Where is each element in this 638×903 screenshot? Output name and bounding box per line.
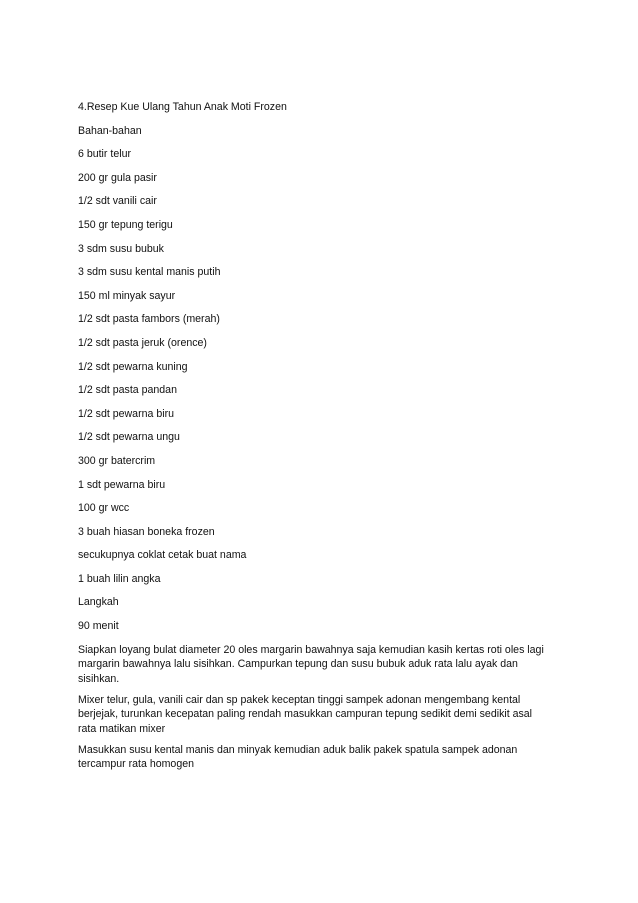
steps-list xyxy=(78,643,558,772)
document-content xyxy=(78,100,558,778)
ingredient-item: 3 buah hiasan boneka frozen xyxy=(78,525,215,538)
step-line: rata matikan mixer xyxy=(78,722,166,735)
ingredient-item: 1/2 sdt pewarna ungu xyxy=(78,431,180,444)
ingredient-item: 150 gr tepung terigu xyxy=(78,218,173,231)
ingredient-item: 6 butir telur xyxy=(78,148,131,161)
ingredient-item: 150 ml minyak sayur xyxy=(78,289,176,302)
step-paragraph xyxy=(78,643,558,687)
ingredient-item: 3 sdm susu kental manis putih xyxy=(78,266,221,279)
step-paragraph xyxy=(78,743,558,772)
ingredient-item: 200 gr gula pasir xyxy=(78,171,157,184)
ingredient-item: 1/2 sdt pewarna biru xyxy=(78,407,174,420)
step-line: Masukkan susu kental manis dan minyak kemudian aduk balik pakek spatula sampek adonan xyxy=(78,743,518,756)
step-line: sisihkan. xyxy=(78,672,120,685)
step-line: margarin bawahnya lalu sisihkan. Campurkan tepung dan susu bubuk aduk rata lalu ayak dan xyxy=(78,658,518,671)
ingredient-item: secukupnya coklat cetak buat nama xyxy=(78,549,247,562)
ingredient-item: 1 sdt pewarna biru xyxy=(78,478,166,491)
ingredients-heading: Bahan-bahan xyxy=(78,124,142,137)
steps-heading: Langkah xyxy=(78,596,119,609)
ingredient-item: 100 gr wcc xyxy=(78,502,130,515)
step-line: Siapkan loyang bulat diameter 20 oles margarin bawahnya saja kemudian kasih kertas roti oles lagi xyxy=(78,643,544,656)
step-line: tercampur rata homogen xyxy=(78,758,195,771)
ingredient-item: 1 buah lilin angka xyxy=(78,572,161,585)
ingredient-item: 1/2 sdt pasta pandan xyxy=(78,384,177,397)
step-paragraph xyxy=(78,693,558,737)
ingredient-item: 1/2 sdt pewarna kuning xyxy=(78,360,188,373)
recipe-title: 4.Resep Kue Ulang Tahun Anak Moti Frozen xyxy=(78,101,287,113)
step-line: Mixer telur, gula, vanili cair dan sp pakek keceptan tinggi sampek adonan mengembang kental xyxy=(78,693,521,706)
ingredient-item: 3 sdm susu bubuk xyxy=(78,242,164,255)
ingredients-list xyxy=(78,147,558,586)
step-line: berjejak, turunkan kecepatan paling rendah masukkan campuran tepung sedikit demi sedikit asal xyxy=(78,708,533,721)
duration: 90 menit xyxy=(78,620,119,633)
ingredient-item: 300 gr batercrim xyxy=(78,454,156,467)
ingredient-item: 1/2 sdt vanili cair xyxy=(78,195,157,208)
ingredient-item: 1/2 sdt pasta jeruk (orence) xyxy=(78,336,207,349)
ingredient-item: 1/2 sdt pasta fambors (merah) xyxy=(78,313,220,326)
